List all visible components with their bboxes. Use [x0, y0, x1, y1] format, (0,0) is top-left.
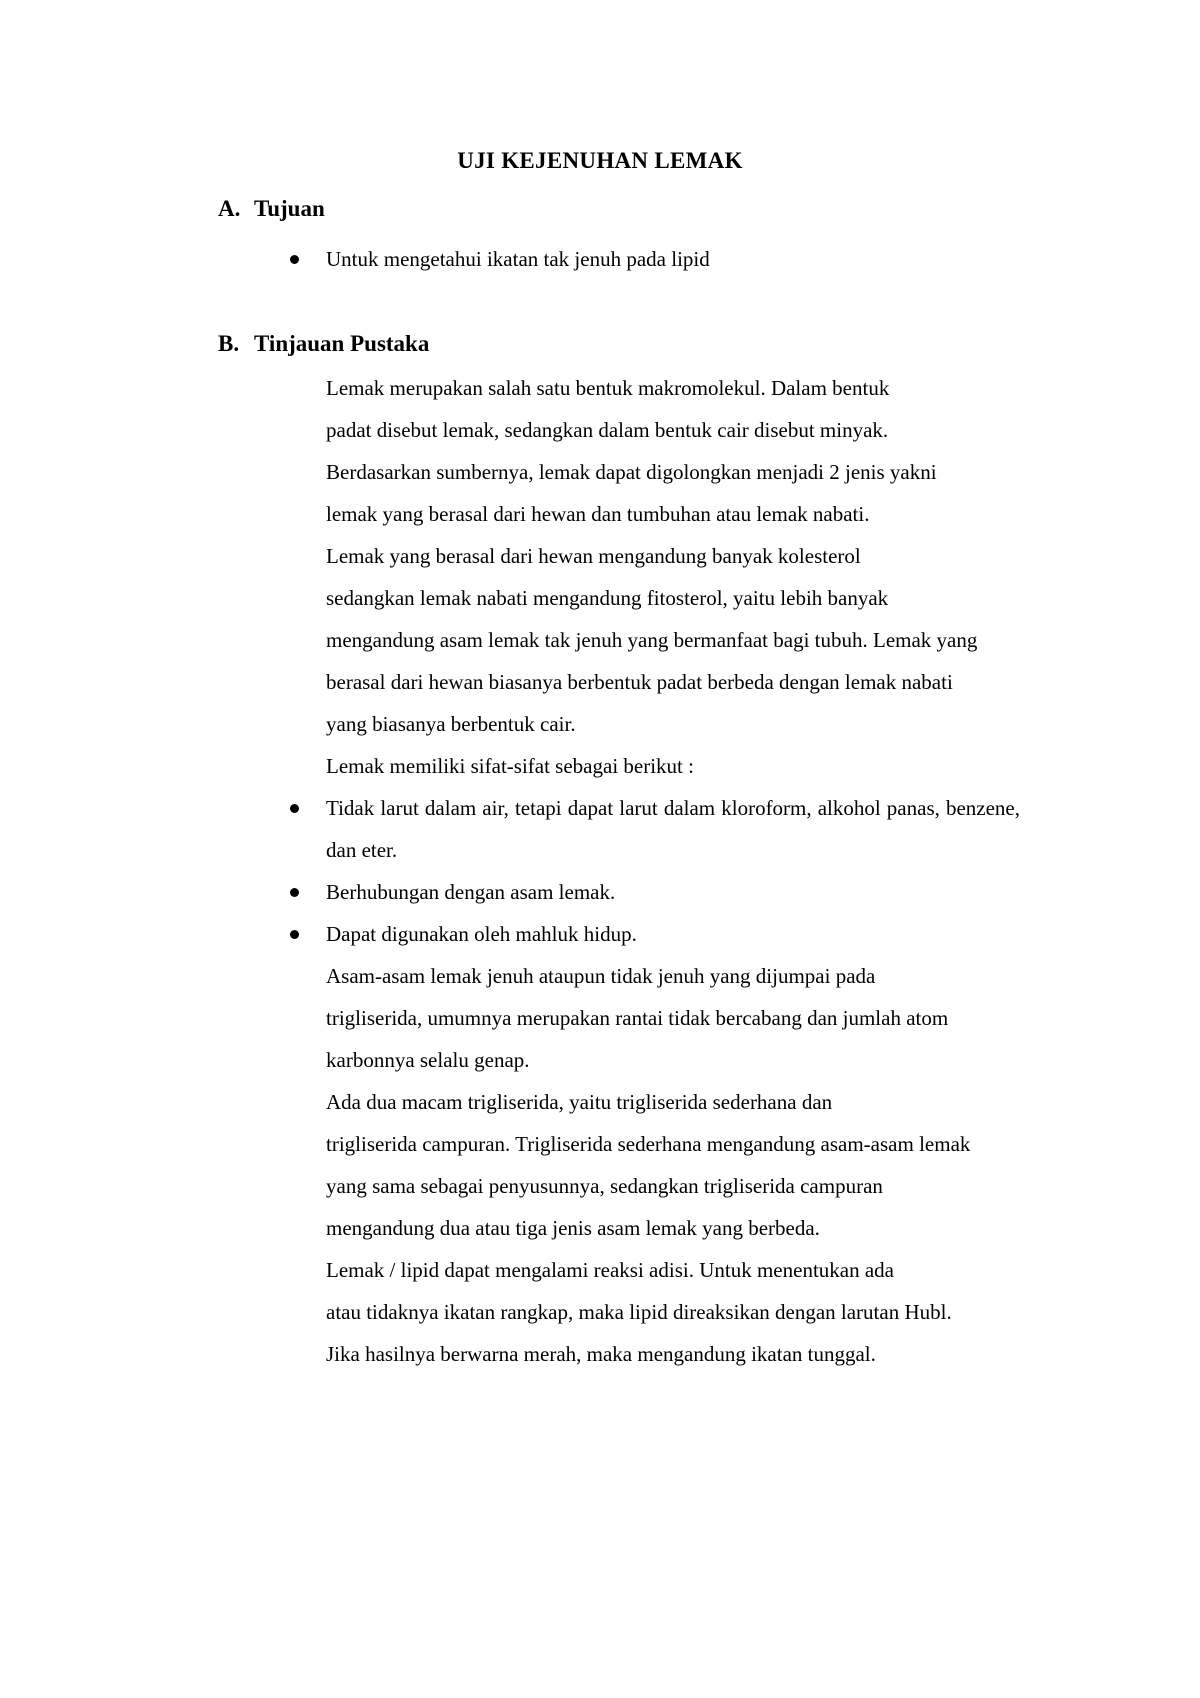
paragraph-4-line: Asam-asam lemak jenuh ataupun tidak jenuh yang dijumpai pada	[326, 964, 876, 988]
paragraph-5	[254, 1081, 1020, 1249]
paragraph-1-line: Lemak merupakan salah satu bentuk makromolekul. Dalam bentuk	[326, 376, 890, 400]
property-item	[298, 913, 1020, 955]
tujuan-bullet	[298, 238, 1020, 280]
paragraph-4	[254, 955, 1020, 1081]
section-a-letter: A.	[218, 196, 241, 221]
tujuan-bullet-text: Untuk mengetahui ikatan tak jenuh pada lipid	[326, 247, 710, 271]
bullet-icon	[290, 255, 299, 264]
paragraph-2-line: Lemak yang berasal dari hewan mengandung banyak kolesterol	[326, 544, 861, 568]
paragraph-2-line: yang biasanya berbentuk cair.	[326, 712, 576, 736]
paragraph-6-line: Jika hasilnya berwarna merah, maka mengandung ikatan tunggal.	[326, 1342, 876, 1366]
paragraph-2-line: berasal dari hewan biasanya berbentuk padat berbeda dengan lemak nabati	[326, 670, 953, 694]
bullet-icon	[290, 804, 299, 813]
paragraph-5-line: yang sama sebagai penyusunnya, sedangkan trigliserida campuran	[326, 1174, 883, 1198]
section-b-letter: B.	[218, 331, 240, 356]
property-item-text: Dapat digunakan oleh mahluk hidup.	[326, 922, 637, 946]
property-item-text: Tidak larut dalam air, tetapi dapat larut dalam kloroform, alkohol panas, benzene, dan eter.	[326, 796, 1020, 862]
paragraph-6-line: atau tidaknya ikatan rangkap, maka lipid direaksikan dengan larutan Hubl.	[326, 1300, 952, 1324]
paragraph-1-line: padat disebut lemak, sedangkan dalam bentuk cair disebut minyak.	[326, 418, 889, 442]
document-title: UJI KEJENUHAN LEMAK	[457, 148, 743, 173]
section-a-title: Tujuan	[254, 196, 325, 221]
paragraph-5-line: trigliserida campuran. Trigliserida sederhana mengandung asam-asam lemak	[326, 1132, 971, 1156]
paragraph-6	[254, 1249, 1020, 1375]
paragraph-6-line: Lemak / lipid dapat mengalami reaksi adisi. Untuk menentukan ada	[326, 1258, 894, 1282]
paragraph-4-line: karbonnya selalu genap.	[326, 1048, 530, 1072]
property-item	[298, 871, 1020, 913]
paragraph-5-line: mengandung dua atau tiga jenis asam lemak yang berbeda.	[326, 1216, 820, 1240]
bullet-icon	[290, 930, 299, 939]
property-item	[298, 787, 1020, 871]
paragraph-2-line: sedangkan lemak nabati mengandung fitosterol, yaitu lebih banyak	[326, 586, 889, 610]
section-b-heading	[218, 331, 429, 357]
paragraph-2-line: mengandung asam lemak tak jenuh yang bermanfaat bagi tubuh. Lemak yang	[326, 628, 978, 652]
bullet-icon	[290, 888, 299, 897]
paragraph-1	[254, 367, 1020, 535]
paragraph-1-line: Berdasarkan sumbernya, lemak dapat digolongkan menjadi 2 jenis yakni	[326, 460, 937, 484]
paragraph-2	[254, 535, 1020, 745]
paragraph-1-line: lemak yang berasal dari hewan dan tumbuhan atau lemak nabati.	[326, 502, 870, 526]
paragraph-3-line: Lemak memiliki sifat-sifat sebagai berikut :	[326, 754, 694, 778]
paragraph-5-line: Ada dua macam trigliserida, yaitu trigliserida sederhana dan	[326, 1090, 833, 1114]
paragraph-3	[254, 745, 1020, 787]
section-a-heading	[218, 196, 325, 222]
paragraph-4-line: trigliserida, umumnya merupakan rantai tidak bercabang dan jumlah atom	[326, 1006, 949, 1030]
section-b-title: Tinjauan Pustaka	[254, 331, 430, 356]
property-item-text: Berhubungan dengan asam lemak.	[326, 880, 616, 904]
